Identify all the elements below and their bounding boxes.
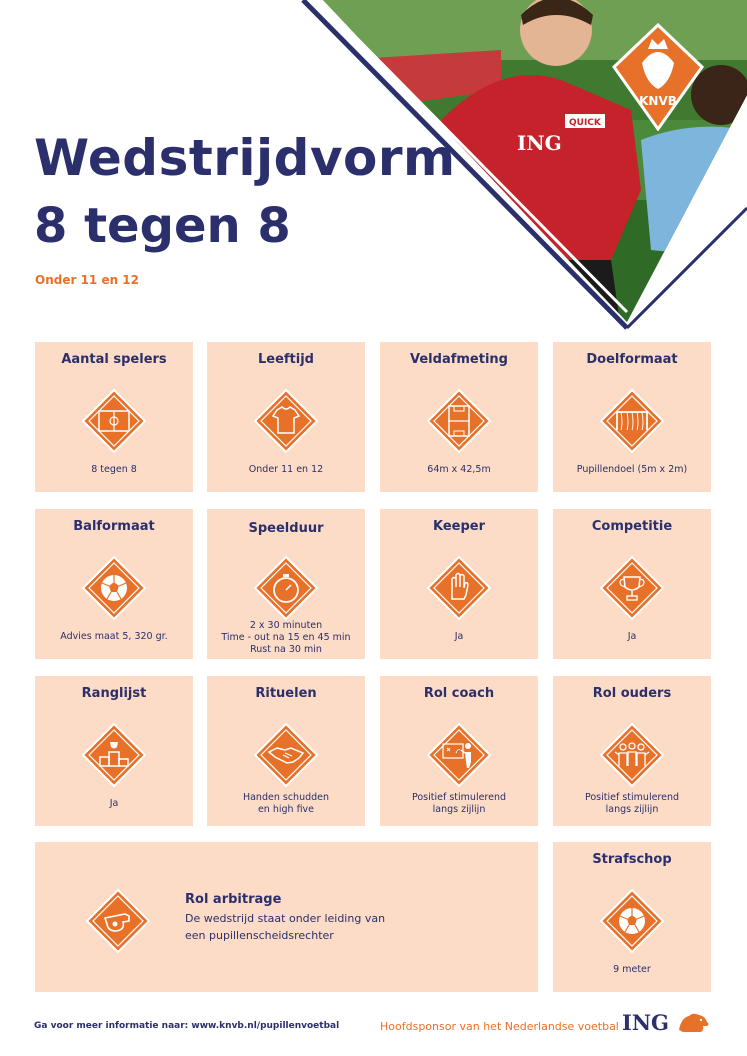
glove-icon [426, 555, 492, 621]
tile-aantal-spelers [35, 342, 193, 492]
tile-ranglijst [35, 676, 193, 826]
tile-title: Aantal spelers [61, 352, 167, 367]
podium-icon [81, 722, 147, 788]
field-dimension-icon [426, 388, 492, 454]
tile-value-line-3: Rust na 30 min [250, 644, 322, 655]
tile-rol-coach [380, 676, 538, 826]
field-icon [81, 388, 147, 454]
stopwatch-icon [253, 555, 319, 621]
tile-title: Competitie [591, 519, 673, 534]
tile-value: 9 meter [613, 964, 651, 975]
knvb-logo [612, 23, 704, 131]
tile-title: Doelformaat [586, 352, 678, 367]
footer-info-link[interactable]: Ga voor meer informatie naar: www.knvb.nl/pupillenvoetbal [34, 1021, 340, 1031]
tile-value-line-1: Positief stimulerend [584, 792, 680, 803]
tile-title: Rituelen [255, 686, 317, 701]
tile-value: Onder 11 en 12 [248, 464, 324, 475]
tile-title: Speelduur [248, 521, 324, 536]
referee-text-line-2: een pupillenscheidsrechter [185, 929, 334, 942]
shirt-club: QUICK [569, 118, 601, 128]
handshake-icon [253, 722, 319, 788]
ing-lion-icon [677, 1010, 711, 1034]
tile-rol-ouders [553, 676, 711, 826]
referee-title: Rol arbitrage [185, 892, 282, 907]
page-title: Wedstrijdvorm [34, 129, 456, 187]
tile-rituelen [207, 676, 365, 826]
tile-speelduur [207, 509, 365, 659]
age-category: Onder 11 en 12 [35, 273, 140, 287]
tile-value-line-2: en high five [257, 804, 315, 815]
tile-title: Strafschop [592, 852, 672, 867]
shirt-sponsor: ING [517, 131, 562, 155]
tile-title: Ranglijst [81, 686, 147, 701]
tile-doelformaat [553, 342, 711, 492]
tile-title: Balformaat [73, 519, 155, 534]
tile-value: Ja [454, 631, 464, 642]
parents-icon [599, 722, 665, 788]
footer-sponsor-text: Hoofdsponsor van het Nederlandse voetbal [380, 1020, 619, 1033]
tile-balformaat [35, 509, 193, 659]
page-subtitle-format: 8 tegen 8 [34, 198, 291, 254]
goal-icon [599, 388, 665, 454]
tile-leeftijd [207, 342, 365, 492]
ing-logo-text: ING [622, 1010, 669, 1035]
tile-title: Rol coach [423, 686, 495, 701]
whistle-icon [85, 888, 151, 954]
tile-value: 8 tegen 8 [91, 464, 137, 475]
tile-value-line-2: Time - out na 15 en 45 min [221, 632, 351, 643]
tile-rol-arbitrage [35, 842, 538, 992]
tile-value-line-1: Positief stimulerend [411, 792, 507, 803]
tile-value: Advies maat 5, 320 gr. [60, 631, 168, 642]
ball-icon [81, 555, 147, 621]
coach-icon [426, 722, 492, 788]
tile-title: Rol ouders [592, 686, 672, 701]
tile-value-line-1: 2 x 30 minuten [249, 620, 323, 631]
tile-value: Pupillendoel (5m x 2m) [576, 464, 688, 475]
trophy-icon [599, 555, 665, 621]
tile-value-line-2: langs zijlijn [605, 804, 659, 815]
logo-text: KNVB [639, 94, 677, 108]
referee-text-line-1: De wedstrijd staat onder leiding van [185, 912, 386, 925]
tile-title: Leeftijd [257, 352, 314, 367]
tile-keeper [380, 509, 538, 659]
tile-title: Veldafmeting [410, 352, 508, 367]
tile-value: Ja [109, 798, 119, 809]
tile-value-line-2: langs zijlijn [432, 804, 486, 815]
shirt-icon [253, 388, 319, 454]
tile-value: 64m x 42,5m [427, 464, 491, 475]
tile-value-line-1: Handen schudden [242, 792, 330, 803]
ball-icon [599, 888, 665, 954]
tile-competitie [553, 509, 711, 659]
tile-strafschop [553, 842, 711, 992]
tile-value: Ja [627, 631, 637, 642]
tile-veldafmeting [380, 342, 538, 492]
tile-title: Keeper [432, 519, 485, 534]
